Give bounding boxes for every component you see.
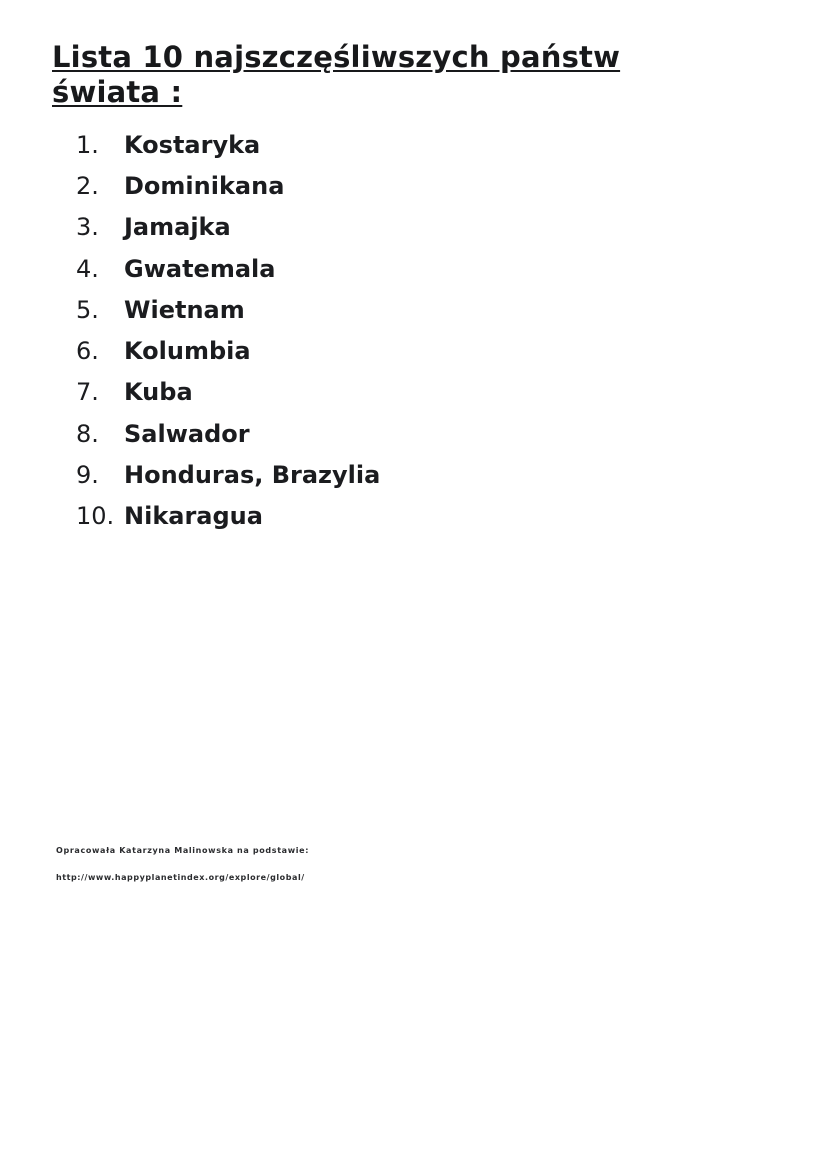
- list-item: [52, 496, 782, 537]
- page-title-line-2: świata :: [52, 75, 183, 110]
- page-title-line-1: Lista 10 najszczęśliwszych państw: [52, 40, 621, 74]
- document-footer: [56, 847, 656, 883]
- list-item: [52, 455, 782, 496]
- list-item-number: 7.: [76, 378, 99, 407]
- footer-source-link[interactable]: http://www.happyplanetindex.org/explore/global/: [56, 872, 305, 882]
- list-item-label: Gwatemala: [124, 254, 276, 283]
- list-item-label: Dominikana: [124, 172, 285, 201]
- list-item-number: 4.: [76, 254, 99, 283]
- list-item-label: Honduras, Brazylia: [124, 460, 381, 489]
- list-item-number: 6.: [76, 337, 99, 366]
- list-item-number: 9.: [76, 460, 99, 489]
- page-title: [52, 40, 752, 111]
- list-item: [52, 290, 782, 331]
- list-item-label: Jamajka: [124, 213, 231, 242]
- list-item-label: Kuba: [124, 378, 193, 407]
- list-item: [52, 414, 782, 455]
- list-item: [52, 331, 782, 372]
- list-item-label: Wietnam: [124, 295, 245, 324]
- list-item: [52, 125, 782, 166]
- list-item-number: 2.: [76, 172, 99, 201]
- list-item-number: 10.: [76, 502, 115, 531]
- list-item-label: Kolumbia: [124, 337, 251, 366]
- list-item-number: 8.: [76, 419, 99, 448]
- list-item-number: 1.: [76, 130, 99, 159]
- list-item: [52, 207, 782, 248]
- footer-credit: Opracowała Katarzyna Malinowska na podstawie:: [56, 846, 310, 855]
- list-item-number: 3.: [76, 213, 99, 242]
- list-item: [52, 249, 782, 290]
- list-item: [52, 372, 782, 413]
- list-item-label: Nikaragua: [124, 502, 263, 531]
- document-body: [52, 40, 782, 537]
- list-item: [52, 166, 782, 207]
- list-item-label: Kostaryka: [124, 130, 261, 159]
- country-list: [52, 125, 782, 538]
- list-item-number: 5.: [76, 295, 99, 324]
- list-item-label: Salwador: [124, 419, 250, 448]
